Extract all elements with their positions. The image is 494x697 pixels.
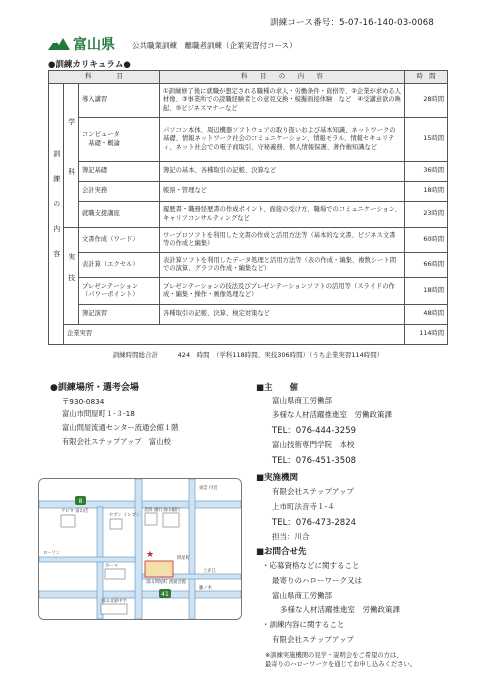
tonyamachi-label: 問屋町 [177,556,190,561]
footnote-line: 最寄りのハローワークを通じてお申し込みください。 [265,660,417,668]
sponsor-division: 多様な人材活躍推進室 労働政策課 [272,410,392,419]
address-line: 富山市問屋町１-３-18 [62,409,135,418]
map-drawing [39,479,241,619]
hours-cell: 18時間 [405,278,448,305]
hours-cell: 18時間 [405,182,448,202]
apita-label: アピタ 富山店 [61,509,89,514]
inquiry-item-detail: 最寄りのハローワーク又は [272,576,362,585]
hours-cell: 15時間 [405,118,448,162]
company-practice-cell: 企業実習 [64,325,405,345]
sponsor-org: 富山県商工労働部 [272,396,332,405]
inquiry-heading: ■お問合せ先 [256,547,307,557]
table-row [49,325,448,345]
hokuriku-bank-building [145,513,157,525]
access-map [38,478,242,620]
seven-eleven-building [110,519,122,529]
mountain-logo-icon [48,37,70,51]
location-heading: ●訓練場所・選考会場 [50,383,139,393]
tohokucho-label: 東雲 付近 [199,486,218,491]
inquiry-item: ・訓練内容に関すること [262,620,345,629]
hours-cell: 36時間 [405,162,448,182]
hours-header: 時 間 [405,71,448,84]
operator-name: 有限会社ステップアップ [272,487,354,496]
table-row [49,228,448,253]
table-row [49,84,448,118]
table-row [49,305,448,325]
jitsugi-label: 実技 [64,228,79,325]
table-row [49,118,448,162]
kama-building [105,569,125,579]
hours-cell: 48時間 [405,305,448,325]
footnote-line: ※訓練実施機関の見学・説明会をご希望の方は、 [265,652,403,659]
venue-building [145,561,173,577]
kamiakae-label: 上赤江 [203,569,216,574]
lawson-label: ローソン [43,551,61,556]
content-cell: 履歴書・職務経歴書の作成ポイント、面接の受け方、職場でのコミュニケーション、キャリアコンサルティングなど [160,202,405,228]
content-cell: ワープロソフトを利用した文書の作成と活用方法等（基本的な文書、ビジネス文書等の作成と編集） [160,228,405,253]
subject-cell: 簿記基礎 [79,162,160,182]
hours-cell: 66時間 [405,253,448,278]
postal-code: 〒930-0834 [62,397,105,406]
content-cell: 簿記の基本、各種取引の記帳、決算など [160,162,405,182]
table-row [49,202,448,228]
subject-cell: 会計実務 [79,182,160,202]
table-row [49,278,448,305]
school-label: 富山北部中学 [101,599,127,604]
content-cell: パソコン本体、周辺機器ソフトウェアの取り扱いおよび基本知識、ネットワークの基礎、情報ネットワーク社会のコミュニケーション、情報モラル、情報セキュリティ、ネット社会での電子商取引、守秘義務、個人情報保護、著作権知識など [160,118,405,162]
table-row [49,253,448,278]
school-building [101,604,127,614]
venue-name: 有限会社ステップアップ 富山校 [62,437,171,446]
subject-cell: 表計算（エクセル） [79,253,160,278]
subject-cell: 簿記演習 [79,305,160,325]
apita-building [61,515,75,527]
content-cell: ①訓練修了後に就職が想定される職種の求人・労働条件・資格等、②企業が求める人材像、③事業所での読職経験者との意見交換・模擬面接体験 など ④受講意欲の喚起、⑤ビジネスマナーなど [160,84,405,118]
inquiry-item-detail: 有限会社ステップアップ [272,635,354,644]
hours-cell: 114時間 [405,325,448,345]
toyama-bank-label: 富山銀行 [163,508,181,513]
content-cell: 各種取引の記帳、決算、検定対策など [160,305,405,325]
route-41-label: 41 [161,591,169,598]
footnote [265,652,416,670]
akae-label: 藤ノ木 [199,586,212,591]
operator-contact: 担当：川合 [272,532,310,541]
toyama-bank-building [163,513,179,527]
kama-label: カーマ [105,564,118,569]
course-number: 訓練コース番号：5-07-16-140-03-0068 [270,18,435,28]
sponsor-heading: ■主 催 [256,383,299,393]
hokuriku-bank-label: 北陸 銀行 [144,508,163,513]
training-content-label: 訓練の内容 [49,84,64,345]
content-cell: 表計算ソフトを利用したデータ処理と活用方法等（表の作成・編集、複数シート間での演算、グラフの作成・編集など） [160,253,405,278]
hours-cell: 28時間 [405,84,448,118]
content-cell: 帳票・管理など [160,182,405,202]
inquiry-item: ・応募資格などに関すること [262,561,360,570]
hours-cell: 23時間 [405,202,448,228]
route-41-icon [159,589,171,598]
school-phone: TEL：076-451-3508 [272,456,357,466]
route-8-label: 8 [78,498,83,505]
subject-cell: プレゼンテーション （パワーポイント） [79,278,160,305]
gaku-label: 学 科 [64,84,79,228]
hours-cell: 60時間 [405,228,448,253]
inquiry-org: 富山県商工労働部 [272,591,332,600]
table-row [49,162,448,182]
content-header: 科 目 の 内 容 [160,71,405,84]
route-8-icon [75,496,86,505]
inquiry-division: 多様な人材活躍推進室 労働政策課 [280,605,400,614]
training-category: 公共職業訓練 離職者訓練（企業実習付コース） [132,41,297,50]
prefecture-logo [48,34,115,54]
subject-header: 科 目 [49,71,160,84]
subject-cell: 就職支援講座 [79,202,160,228]
venue-label: 富山問屋町 流通会館 [146,580,187,585]
seven-eleven-label: セブン イレブン [109,513,141,518]
content-cell: プレゼンテーションの技法及びプレゼンテーションソフトの活用等（スライドの作成・編集・操作・画像処理など） [160,278,405,305]
operator-phone: TEL：076-473-2824 [272,518,357,528]
curriculum-heading: ●訓練カリキュラム● [48,60,131,70]
table-row [49,182,448,202]
total-hours-summary: 訓練時間総合計 424 時間 （学科118時間、実技306時間）（うち企業実習114時間） [112,351,384,359]
address-line: 富山問屋流通センター流通会館１階 [62,423,179,432]
venue-star-icon: ★ [146,550,155,560]
operator-heading: ■実施機関 [256,473,299,483]
subject-cell: コンピュータ 基礎・概論 [79,118,160,162]
operator-address: 上市町法音寺１-４ [272,502,335,511]
logo-text: 富山県 [73,37,115,53]
sponsor-phone: TEL：076-444-3259 [272,426,357,436]
curriculum-table [48,70,448,345]
subject-cell: 導入講習 [79,84,160,118]
subject-cell: 文書作成（ワード） [79,228,160,253]
sponsor-school: 富山技術専門学院 本校 [272,440,355,449]
table-header-row [49,71,448,84]
